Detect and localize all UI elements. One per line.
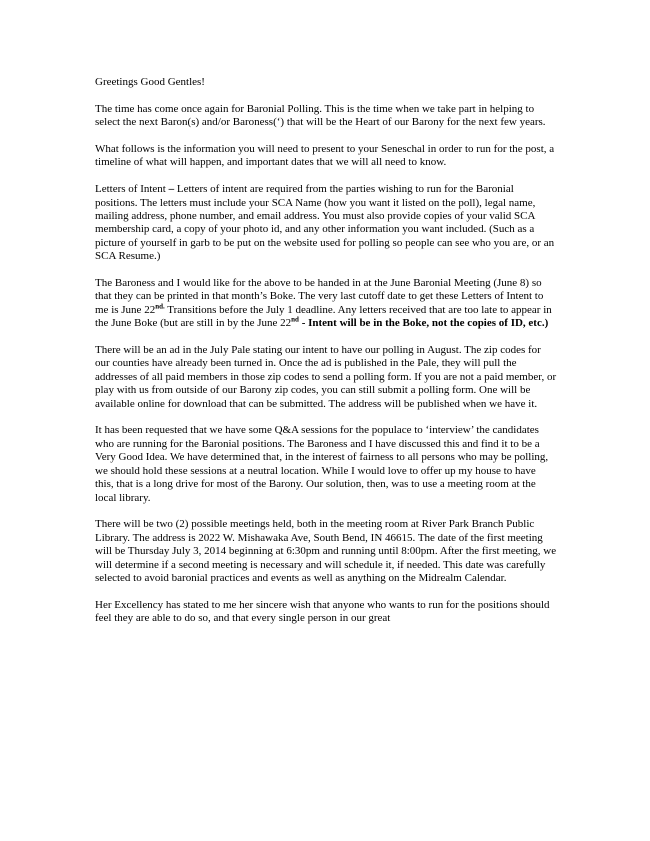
paragraph-qa-sessions: It has been requested that we have some Q&A sessions for the populace to ‘interview’ the candidates who are running for the Baronial positions. The Baroness and I have discussed this and find it to be a Very Good Idea. We have determined that, in the interest of fairness to all persons who may be polling, we should hold these sessions at a neutral location. While I would love to offer up my house to have this, that is a long drive for most of the Barony. Our solution, then, was to use a meeting room at the local library.: [95, 424, 549, 504]
deadlines-text-3: - Intent will be in the Boke, not the copies of ID, etc.): [298, 317, 549, 330]
paragraph-intro: The time has come once again for Baronial Polling. This is the time when we take part in helping to select the next Baron(s) and/or Baroness(‘) that will be the Heart of our Barony for the next few years.: [95, 102, 546, 129]
paragraph-polling-ad: There will be an ad in the July Pale stating our intent to have our polling in August. The zip codes for our counties have already been turned in. Once the ad is published in the Pale, they will pull the addresses of all paid members in those zip codes to send a polling form. If you are not a paid member, or play with us from outside of our Barony zip codes, you can still submit a polling form. One will be available online for download that can be submitted. The address will be published when we have it.: [95, 344, 557, 410]
paragraph-letters-of-intent: [95, 183, 557, 263]
deadlines-text-1: The Baroness and I would like for the above to be handed in at the June Baronial Meeting (June 8) so that they can be printed in that month’s Boke. The very last cutoff date to get these Letters of Intent to me is June 22: [95, 277, 544, 316]
letters-of-intent-dash: –: [165, 183, 177, 196]
deadline-superscript-1: nd.: [155, 302, 165, 311]
document-body: [95, 76, 557, 639]
paragraph-closing: Her Excellency has stated to me her sincere wish that anyone who wants to run for the positions should feel they are able to do so, and that every single person in our great: [95, 598, 550, 625]
greeting-line: Greetings Good Gentles!: [95, 76, 205, 88]
paragraph-deadlines: [95, 277, 557, 331]
paragraph-meetings: There will be two (2) possible meetings held, both in the meeting room at River Park Branch Public Library. The address is 2022 W. Mishawaka Ave, South Bend, IN 46615. The date of the first meeting will be Thursday July 3, 2014 beginning at 6:30pm and running until 8:00pm. After the first meeting, we will determine if a second meeting is necessary and will schedule it, if needed. This date was carefully selected to avoid baronial practices and events as well as anything on the Midrealm Calendar.: [95, 518, 557, 584]
letters-of-intent-heading: Letters of Intent: [95, 183, 166, 196]
deadlines-text-2: Transitions before the July 1 deadline. Any letters received that are too late to appear in the June Boke (but are still in by the June 22: [95, 303, 552, 330]
paragraph-overview: What follows is the information you will need to present to your Seneschal in order to run for the post, a timeline of what will happen, and important dates that we will all need to know.: [95, 143, 555, 169]
deadline-superscript-2: nd: [291, 315, 299, 324]
letters-of-intent-text: Letters of intent are required from the parties wishing to run for the Baronial positions. The letters must include your SCA Name (how you want it listed on the poll), legal name, mailing address, phone number, and email address. You must also provide copies of your valid SCA membership card, a copy of your photo id, and any other information you want included. (Such as a picture of yourself in garb to be put on the website used for polling so people can see who you are, or an SCA Resume.): [95, 183, 555, 263]
